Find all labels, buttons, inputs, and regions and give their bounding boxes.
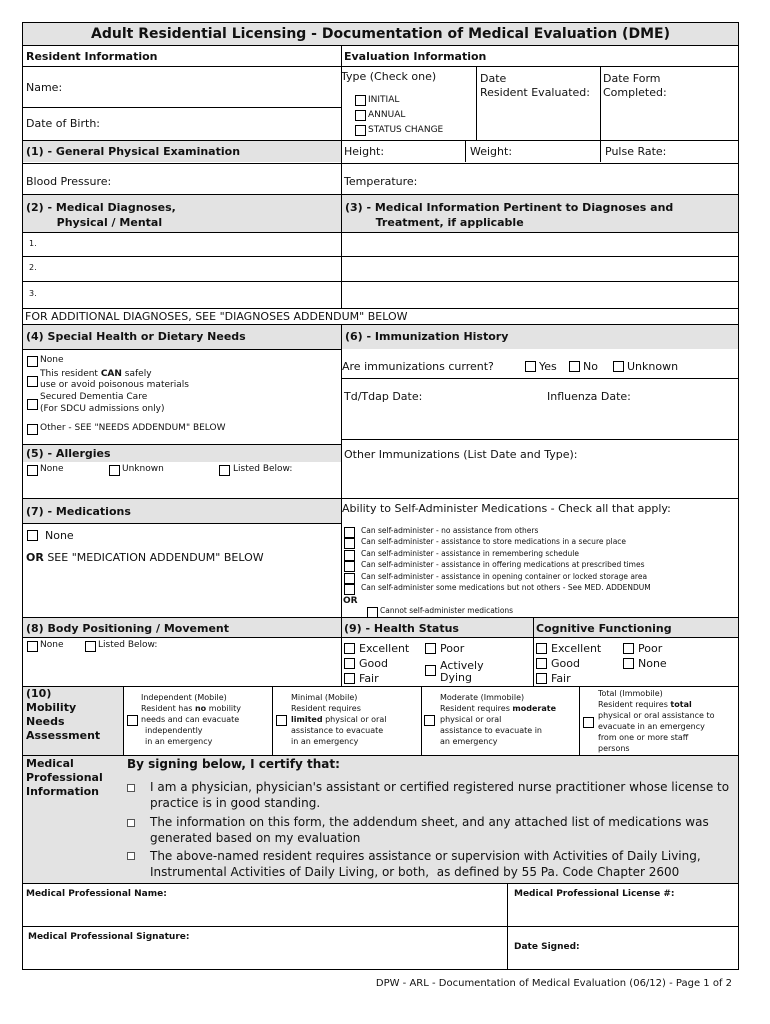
other-immunizations-label: Other Immunizations (List Date and Type): [344,448,578,461]
mobility-independent-line: needs and can evacuate [141,715,240,724]
body-none-checkbox[interactable] [27,641,38,652]
health-actively-label: Actively [440,659,484,672]
self-admin-option: Can self-administer - assistance in remembering schedule [361,549,579,558]
name-label: Name: [26,81,63,94]
initial-label: INITIAL [368,95,400,105]
license-label: Medical Professional License #: [514,889,675,899]
health-excellent-checkbox[interactable] [344,643,355,654]
status-change-checkbox[interactable] [355,125,366,136]
cannot-self-admin-label: Cannot self-administer medications [380,606,514,615]
immunization-unknown-label: Unknown [627,360,679,373]
self-admin-or-label: OR [343,596,358,606]
section6-heading: (6) - Immunization History [345,330,509,343]
diagnosis-row-1[interactable] [23,232,738,233]
self-admin-option-checkbox[interactable] [344,561,355,572]
date-evaluated-label: Date Resident Evaluated: [480,72,590,99]
bp-label: Blood Pressure: [26,175,112,188]
immunization-yes-label: Yes [539,360,557,373]
diagnosis-row-2[interactable] [23,256,738,257]
mobility-total-line: physical or oral assistance to [598,711,715,720]
self-admin-option-checkbox[interactable] [344,527,355,538]
divider [23,523,341,524]
immunization-no-label: No [583,360,598,373]
self-admin-option: Can self-administer - assistance in opening container or locked storage area [361,572,648,581]
section4-heading: (4) Special Health or Dietary Needs [26,330,246,343]
health-good-label: Good [359,657,388,670]
mobility-moderate-line: Resident requires moderate [440,704,556,713]
mobility-moderate-line: an emergency [440,737,498,746]
section9-heading: (9) - Health Status [344,622,459,635]
cognitive-good-checkbox[interactable] [536,658,547,669]
certify-statement: I am a physician, physician's assistant or certified registered nurse practitioner whose license to practice is in good standing. [150,780,730,810]
allergy-unknown-checkbox[interactable] [109,465,120,476]
diagnosis-number: 1. [29,239,37,248]
mobility-total-title: Total (Immobile) [598,689,663,698]
section5-heading: (5) - Allergies [26,447,111,460]
bp-row[interactable] [23,163,738,164]
cognitive-poor-label: Poor [638,642,663,655]
medications-none-checkbox[interactable] [27,530,38,541]
medications-none-label: None [45,529,74,542]
immunization-unknown-checkbox[interactable] [613,361,624,372]
diagnoses-note-row [23,308,738,309]
certify-label: Medical Professional Information [26,757,103,798]
mobility-total-line: persons [598,744,630,753]
mobility-independent-checkbox[interactable] [127,715,138,726]
needs-other-label: Other - SEE "NEEDS ADDENDUM" BELOW [40,423,226,433]
vline [272,686,273,755]
health-excellent-label: Excellent [359,642,410,655]
pulse-label: Pulse Rate: [605,145,667,158]
vline [421,686,422,755]
needs-none-checkbox[interactable] [27,356,38,367]
mobility-independent-title: Independent (Mobile) [141,693,227,702]
diagnosis-number: 3. [29,289,37,298]
cognitive-fair-label: Fair [551,672,571,685]
certify-heading: By signing below, I certify that: [127,757,340,771]
cognitive-poor-checkbox[interactable] [623,643,634,654]
dementia-label: Secured Dementia Care [40,392,148,402]
can-safely-line-2: use or avoid poisonous materials [40,380,189,390]
section8-heading: (8) Body Positioning / Movement [26,622,230,635]
bullet-icon [127,819,135,827]
mobility-total-checkbox[interactable] [583,717,594,728]
cognitive-none-label: None [638,657,667,670]
status-change-label: STATUS CHANGE [368,125,444,135]
temperature-label: Temperature: [344,175,418,188]
section7-heading: (7) - Medications [26,505,131,518]
vline [579,686,580,755]
self-admin-option: Can self-administer - assistance in offering medications at prescribed times [361,560,645,569]
divider [341,439,738,440]
section10-heading: (10) Mobility Needs Assessment [26,687,101,742]
mobility-moderate-checkbox[interactable] [424,715,435,726]
cognitive-heading: Cognitive Functioning [536,622,672,635]
vline [465,140,466,162]
can-safely-checkbox[interactable] [27,376,38,387]
mobility-total-line: Resident requires total [598,700,692,709]
health-dying-checkbox[interactable] [425,665,436,676]
health-fair-checkbox[interactable] [344,673,355,684]
cognitive-none-checkbox[interactable] [623,658,634,669]
vline [123,686,124,755]
mobility-total-line: from one or more staff [598,733,689,742]
mobility-minimal-checkbox[interactable] [276,715,287,726]
self-admin-option-checkbox[interactable] [344,550,355,561]
license-field[interactable] [508,900,738,925]
health-dying-label: Dying [440,671,472,684]
form-title: Adult Residential Licensing - Documentation of Medical Evaluation (DME) [91,26,670,42]
immunizations-current-label: Are immunizations current? [342,360,494,373]
dementia-sub-label: (For SDCU admissions only) [40,404,165,414]
mobility-minimal-line: limited physical or oral [291,715,387,724]
mobility-minimal-line: assistance to evacuate [291,726,384,735]
signature-row [23,883,738,884]
medication-addendum-note: OR SEE "MEDICATION ADDENDUM" BELOW [26,551,264,564]
bullet-icon [127,784,135,792]
vline [507,883,508,969]
section1-heading: (1) - General Physical Examination [26,145,241,158]
self-admin-option-checkbox[interactable] [344,584,355,595]
dob-label: Date of Birth: [26,117,101,130]
section2-heading: (2) - Medical Diagnoses, Physical / Mental [26,201,176,229]
dementia-checkbox[interactable] [27,399,38,410]
vline [341,324,342,686]
influenza-label: Influenza Date: [547,390,631,403]
date-completed-label: Date Form Completed: [603,72,667,99]
immunization-yes-checkbox[interactable] [525,361,536,372]
certify-statement: The above-named resident requires assistance or supervision with Activities of Daily Living, Instrumental Activities of Daily Living, or both, as defined by 55 Pa. Code Chapter 2600 [150,849,701,879]
signature-field[interactable] [23,943,507,967]
signature-label: Medical Professional Signature: [28,932,190,942]
self-admin-option: Can self-administer - assistance to store medications in a secure place [361,537,627,546]
annual-checkbox[interactable] [355,110,366,121]
mobility-minimal-title: Minimal (Mobile) [291,693,358,702]
allergy-listed-checkbox[interactable] [219,465,230,476]
cognitive-excellent-label: Excellent [551,642,602,655]
allergy-unknown-label: Unknown [122,464,164,474]
body-listed-checkbox[interactable] [85,641,96,652]
health-good-checkbox[interactable] [344,658,355,669]
allergy-none-checkbox[interactable] [27,465,38,476]
body-listed-label: Listed Below: [98,640,158,650]
weight-label: Weight: [470,145,513,158]
divider [341,378,738,379]
needs-none-label: None [40,355,64,365]
mobility-minimal-line: Resident requires [291,704,361,713]
vline [341,140,342,308]
dme-form [22,22,739,970]
page-footer: DPW - ARL - Documentation of Medical Evaluation (06/12) - Page 1 of 2 [375,978,732,989]
mobility-moderate-title: Moderate (Immobile) [440,693,525,702]
section4-body [23,349,341,350]
diagnoses-note: FOR ADDITIONAL DIAGNOSES, SEE "DIAGNOSES ADDENDUM" BELOW [25,310,408,323]
mobility-total-line: evacuate in an emergency [598,722,705,731]
mobility-minimal-line: in an emergency [291,737,359,746]
name-field[interactable] [23,900,507,925]
height-label: Height: [344,145,385,158]
vline [476,66,477,140]
body-none-label: None [40,640,64,650]
tdap-label: Td/Tdap Date: [344,390,423,403]
needs-other-checkbox[interactable] [27,424,38,435]
immunization-no-checkbox[interactable] [569,361,580,372]
health-poor-checkbox[interactable] [425,643,436,654]
vline [600,66,601,162]
certify-statement: The information on this form, the addendum sheet, and any attached list of medications was generated based on my evaluation [150,815,709,845]
vline [533,617,534,686]
allergy-listed-label: Listed Below: [233,464,293,474]
diagnosis-number: 2. [29,263,37,272]
self-admin-option: Can self-administer - no assistance from others [361,526,539,535]
mobility-independent-line: Resident has no mobility [141,704,242,713]
health-poor-label: Poor [440,642,465,655]
section3-heading: (3) - Medical Information Pertinent to Diagnoses and Treatment, if applicable [345,201,674,229]
vline [341,45,342,140]
mobility-independent-line: independently [145,726,203,735]
mobility-independent-line: in an emergency [145,737,213,746]
allergy-none-label: None [40,464,64,474]
resident-heading: Resident Information [26,50,158,63]
annual-label: ANNUAL [368,110,406,120]
diagnosis-row-3[interactable] [23,281,738,282]
self-admin-option-checkbox[interactable] [344,538,355,549]
can-safely-line: This resident CAN safely [40,369,152,379]
health-fair-label: Fair [359,672,379,685]
cognitive-excellent-checkbox[interactable] [536,643,547,654]
initial-checkbox[interactable] [355,95,366,106]
date-signed-label: Date Signed: [514,942,580,952]
self-admin-option-checkbox[interactable] [344,573,355,584]
section89-body [23,637,738,638]
self-admin-heading: Ability to Self-Administer Medications - Check all that apply: [342,502,671,515]
allergy-field[interactable] [23,478,341,498]
self-admin-option: Can self-administer some medications but not others - See MED. ADDENDUM [361,583,651,592]
cognitive-fair-checkbox[interactable] [536,673,547,684]
bullet-icon [127,852,135,860]
mobility-moderate-line: assistance to evacuate in [440,726,542,735]
type-label: Type (Check one) [341,70,437,83]
professional-name-label: Medical Professional Name: [26,889,167,899]
dob-row[interactable] [23,107,341,108]
signature-row-2 [23,926,738,927]
name-row[interactable] [23,66,738,67]
evaluation-heading: Evaluation Information [344,50,487,63]
cognitive-good-label: Good [551,657,580,670]
mobility-moderate-line: physical or oral [440,715,502,724]
